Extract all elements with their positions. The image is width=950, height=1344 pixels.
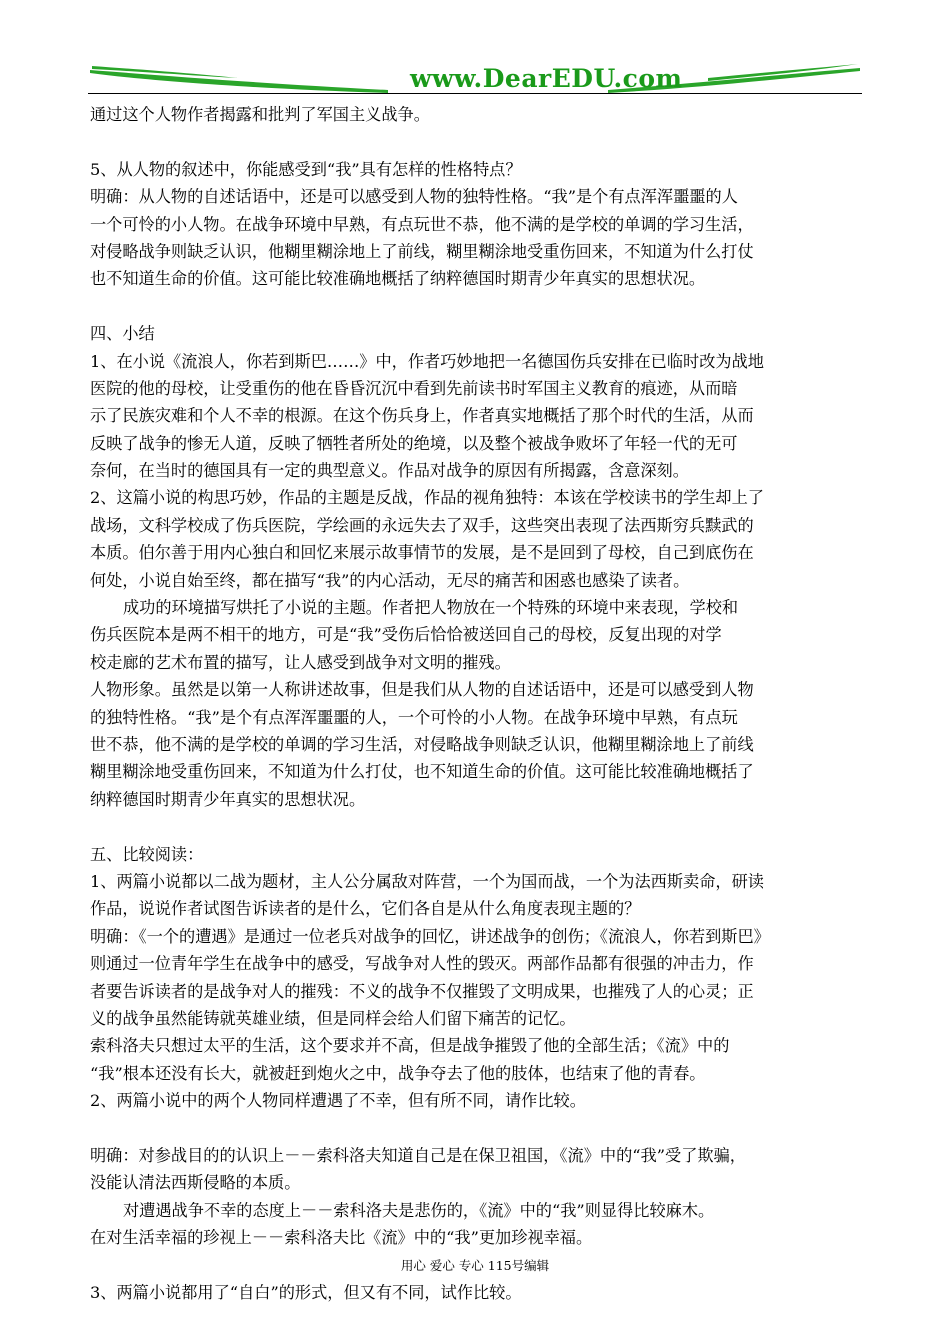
text-line: 者要告诉读者的是战争对人的摧残：不义的战争不仅摧毁了文明成果，也摧残了人的心灵；正 [90,981,754,1001]
text-line: 一个可怜的小人物。在战争环境中早熟，有点玩世不恭，他不满的是学校的单调的学习生活， [90,214,754,234]
blank-line [90,1114,862,1141]
text-line: 本质。伯尔善于用内心独白和回忆来展示故事情节的发展，是不是回到了母校，自己到底伤在 [90,543,754,563]
page-footer: 用心 爱心 专心 115号编辑 [400,1258,550,1273]
text-line: 伤兵医院本是两不相干的地方，可是“我”受伤后恰恰被送回自己的母校，反复出现的对学 [90,625,722,645]
blank-line [90,128,862,155]
text-line: 反映了战争的惨无人道，反映了牺牲者所处的绝境，以及整个被战争败坏了年轻一代的无可 [90,433,738,453]
text-line: 世不恭，他不满的是学校的单调的学习生活，对侵略战争则缺乏认识，他糊里糊涂地上了前线 [90,734,754,754]
section-heading: 四、小结 [90,324,155,344]
blank-line [90,813,862,840]
text-line: 的独特性格。“我”是个有点浑浑噩噩的人，一个可怜的小人物。在战争环境中早熟，有点玩 [90,707,738,727]
text-line: 战场，文科学校成了伤兵医院，学绘画的永远失去了双手，这些突出表现了法西斯穷兵黩武的 [90,515,754,535]
question-heading: 2、两篇小说中的两个人物同样遭遇了不幸，但有所不同，请作比较。 [90,1091,586,1111]
text-line: 奈何，在当时的德国具有一定的典型意义。作品对战争的原因有所揭露，含意深刻。 [90,461,689,481]
header-divider [88,93,862,94]
text-line: 医院的他的母校，让受重伤的他在昏昏沉沉中看到先前读书时军国主义教育的痕迹，从而暗 [90,378,738,398]
question-heading: 5、从人物的叙述中，你能感受到“我”具有怎样的性格特点？ [90,159,522,179]
text-line: 示了民族灾难和个人不幸的根源。在这个伤兵身上，作者真实地概括了那个时代的生活，从而 [90,406,754,426]
site-header [88,62,862,96]
question-heading: 3、两篇小说都用了“自白”的形式，但又有不同，试作比较。 [90,1282,522,1302]
text-line: 通过这个人物作者揭露和批判了军国主义战争。 [90,105,430,124]
text-line: 义的战争虽然能铸就英雄业绩，但是同样会给人们留下痛苦的记忆。 [90,1008,576,1028]
text-line: 在对生活幸福的珍视上－－索科洛夫比《流》中的“我”更加珍视幸福。 [90,1228,593,1248]
site-logo[interactable]: www.DearEDU.com [410,64,683,93]
section-heading: 五、比较阅读： [90,844,204,864]
text-line-indented: 成功的环境描写烘托了小说的主题。作者把人物放在一个特殊的环境中来表现，学校和 [123,598,739,618]
text-line: 校走廊的艺术布置的描写，让人感受到战争对文明的摧残。 [90,652,511,672]
text-line: 作品，说说作者试图告诉读者的是什么，它们各自是从什么角度表现主题的？ [90,899,641,919]
text-line: 明确：从人物的自述话语中，还是可以感受到人物的独特性格。“我”是个有点浑浑噩噩的人 [90,187,738,207]
text-line: 索科洛夫只想过太平的生活，这个要求并不高，但是战争摧毁了他的全部生活；《流》中的 [90,1036,730,1056]
text-line: 2、这篇小说的构思巧妙，作品的主题是反战，作品的视角独特：本该在学校读书的学生却上了 [90,488,764,508]
text-line: 何处，小说自始至终，都在描写“我”的内心活动，无尽的痛苦和困惑也感染了读者。 [90,570,690,590]
text-line: 对侵略战争则缺乏认识，他糊里糊涂地上了前线，糊里糊涂地受重伤回来，不知道为什么打仗 [90,241,754,261]
text-line: 明确：《一个的遭遇》是通过一位老兵对战争的回忆，讲述战争的创伤；《流浪人，你若到斯巴》 [90,926,770,946]
text-line: 没能认清法西斯侵略的本质。 [90,1173,301,1193]
text-line: 1、在小说《流浪人，你若到斯巴……》中，作者巧妙地把一名德国伤兵安排在已临时改为战地 [90,351,764,371]
text-line: 纳粹德国时期青少年真实的思想状况。 [90,789,366,809]
text-line: 也不知道生命的价值。这可能比较准确地概括了纳粹德国时期青少年真实的思想状况。 [90,269,706,289]
text-line: 人物形象。虽然是以第一人称讲述故事，但是我们从人物的自述话语中，还是可以感受到人物 [90,680,754,700]
text-line: 明确：对参战目的的认识上－－索科洛夫知道自己是在保卫祖国，《流》中的“我”受了欺骗， [90,1145,746,1165]
text-line: “我”根本还没有长大，就被赶到炮火之中，战争夺去了他的肢体，也结束了他的青春。 [90,1063,706,1083]
text-line: 1、两篇小说都以二战为题材，主人公分属敌对阵营，一个为国而战，一个为法西斯卖命，研读 [90,871,764,891]
document-body [90,101,862,1306]
text-line: 糊里糊涂地受重伤回来，不知道为什么打仗，也不知道生命的价值。这可能比较准确地概括了 [90,762,754,782]
text-line: 则通过一位青年学生在战争中的感受，写战争对人性的毁灭。两部作品都有很强的冲击力，作 [90,954,754,974]
blank-line [90,293,862,320]
text-line-indented: 对遭遇战争不幸的态度上－－索科洛夫是悲伤的，《流》中的“我”则显得比较麻木。 [123,1200,715,1220]
